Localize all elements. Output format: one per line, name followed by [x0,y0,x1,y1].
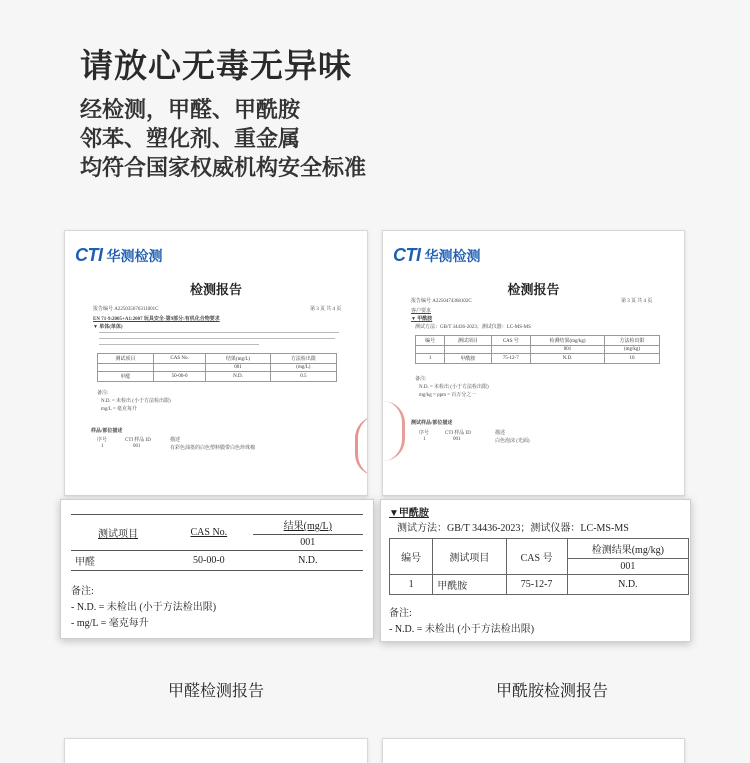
row-item: 甲醛 [71,551,165,571]
mini-cas: 75-12-7 [491,354,530,364]
mini-result: N.D. [206,372,270,382]
sample-cell: 白色泡沫 (光面) [495,439,530,444]
cti-logo-mark: CTI [75,245,103,265]
mini-limit: 10 [605,354,660,364]
page-number: 第 3 页 共 4 页 [310,307,342,312]
formaldehyde-result-table [71,514,363,571]
row-item: 甲酰胺 [433,575,506,595]
next-report-page[interactable] [382,738,685,763]
sample-id: 001 [253,535,363,551]
remark-title: 备注: [71,586,94,597]
cti-logo-name: 华测检测 [424,248,481,265]
sample-cell: 1 [423,437,426,442]
mini-unit: (mg/L) [270,364,336,372]
remark-title: 备注: [415,377,427,382]
col-test-item: 测试项目 [433,539,506,575]
sample-col: 描述 [495,431,506,436]
mini-sample: 001 [531,346,605,354]
formamide-report-page[interactable] [382,230,685,496]
sample-cell: 有彩色油墨的白色塑料膜带白色珍珠棉 [170,446,256,451]
sample-col: CTI 样品 ID [445,431,471,436]
sample-cell: 1 [101,444,104,449]
formamide-result-table [389,538,689,595]
sample-cell: 001 [453,437,461,442]
mini-no: 1 [416,354,445,364]
mini-col-result: 检测结果(mg/kg) [531,336,605,346]
row-result: N.D. [567,575,688,595]
mini-col-limit: 方法检出限 [605,336,660,346]
remark-line: - N.D. = 未检出 (小于方法检出限) [71,602,217,613]
mini-result: N.D. [531,354,605,364]
sample-col: 描述 [170,438,181,443]
col-cas: CAS No. [165,515,253,551]
col-result: 结果(mg/L) [253,515,363,535]
mini-sample: 001 [206,364,270,372]
method-line: 测试方法：GB/T 34436-2023；测试仪器：LC-MS-MS [415,325,531,330]
sample-title: 测试样品/部位描述 [411,421,453,426]
method-line: 测试方法：GB/T 34436-2023；测试仪器：LC-MS-MS [397,523,629,534]
remark-title: 备注: [389,608,412,619]
row-no: 1 [390,575,433,595]
text-line [99,338,335,339]
mini-col-no: 编号 [416,336,445,346]
remark-line: mg/L = 毫克每升 [101,407,137,412]
remark-line: mg/kg = ppm = 百万分之一 [419,393,477,398]
claim-line: 邻苯、塑化剂、重金属 [80,127,301,152]
row-cas: 50-00-0 [165,551,253,571]
report-number: 报告编号 A225035676311001C [93,307,159,312]
mini-col-item: 测试项目 [445,336,491,346]
cti-logo [75,245,163,266]
formaldehyde-report-page[interactable] [64,230,368,496]
cti-logo-name: 华测检测 [106,248,163,265]
red-seal-stamp [355,416,368,476]
section-label: 客户要求 [411,309,432,314]
remark-line: N.D. = 未检出 (小于方法检出限) [101,399,171,404]
report-number: 报告编号 A2250474368102C [411,299,472,304]
mini-limit: 0.5 [270,372,336,382]
col-cas: CAS 号 [506,539,567,575]
formamide-zoom-card [380,499,691,642]
report-title: 检测报告 [189,283,242,298]
cti-logo-mark: CTI [393,245,421,265]
sample-id: 001 [567,559,688,575]
next-report-page[interactable] [64,738,368,763]
mini-result-table [97,353,337,382]
cti-logo [393,245,481,266]
headline: 请放心无毒无异味 [80,46,352,85]
mini-col-cas: CAS 号 [491,336,530,346]
remark-line: - mg/L = 毫克每升 [71,618,149,629]
row-cas: 75-12-7 [506,575,567,595]
sample-col: CTI 样品 ID [125,438,151,443]
sub-section: ▼ 甲酰胺 [411,317,433,322]
mini-item: 甲醛 [98,372,154,382]
page-number: 第 3 页 共 4 页 [621,299,653,304]
claims [80,96,366,183]
mini-result-table [415,335,660,364]
standard-line: EN 71-9:2005+A1:2007 玩具安全-第9部分:有机化合物要求 [93,317,220,322]
mini-col-limit: 方法检出限 [270,354,336,364]
row-result: N.D. [253,551,363,571]
col-result: 检测结果(mg/kg) [567,539,688,559]
formaldehyde-zoom-card [60,499,374,639]
col-test-item: 测试项目 [71,515,165,551]
sample-title: 样品/部位描述 [91,429,123,434]
caption-formaldehyde: 甲醛检测报告 [167,681,264,700]
section-label: ▼甲酰胺 [389,508,429,519]
mini-unit: (mg/kg) [605,346,660,354]
mini-cas: 50-00-0 [153,372,205,382]
caption-formamide: 甲酰胺检测报告 [495,681,608,700]
mini-item: 甲酰胺 [445,354,491,364]
text-line [99,332,339,333]
mini-col-result: 结果(mg/L) [206,354,270,364]
mini-col-cas: CAS No. [153,354,205,364]
red-seal-stamp [383,401,405,461]
sample-col: 序号 [97,438,108,443]
remark-line: - N.D. = 未检出 (小于方法检出限) [389,624,535,635]
col-no: 编号 [390,539,433,575]
mini-col-item: 测试项目 [98,354,154,364]
text-line [99,344,259,345]
claim-line: 经检测，甲醛、甲酰胺 [80,98,301,123]
section-label: ▼ 单体(单体) [93,325,123,330]
sample-cell: 001 [133,444,141,449]
remark-line: N.D. = 未检出 (小于方法检出限) [419,385,489,390]
claim-line: 均符合国家权威机构安全标准 [80,156,367,181]
report-title: 检测报告 [507,283,560,298]
sample-col: 序号 [419,431,430,436]
remark-title: 备注: [97,391,109,396]
